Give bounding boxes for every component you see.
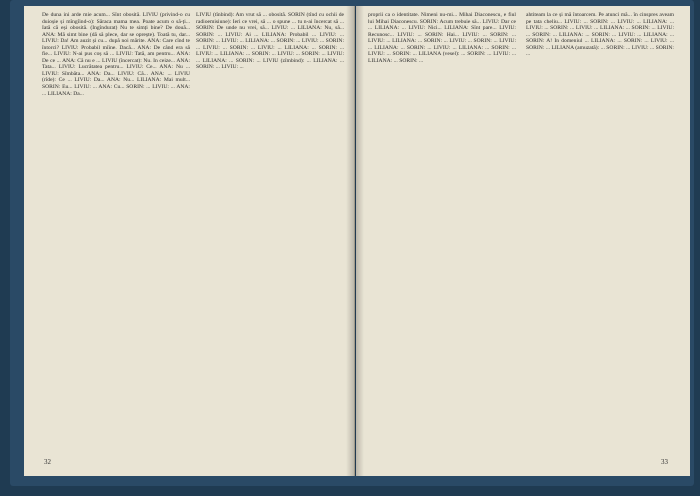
right-col2-text: ahtiteam la ce și mă întoarcem. Pe atunci mă... în cinspres aveam pe tata cheliu... LIVIU: ... SORIN: ... LIVIU: ... LILIANA: ... LIVIU: ... SORIN: ... LIVIU: ... LILIANA: ... SORIN: ... LIVIU: ... SORIN: ... LILIANA: ... SORIN: ... LIVIU: ... LILIANA: ... SORIN: A! In domeniul ... LILIANA: ... SORIN: ... LIVIU: ... SORIN: ... LILIANA (amuzată): ... SORIN: ... LIVIU: ... SORIN: ... [526, 12, 674, 58]
book-cover [10, 0, 694, 486]
right-page-column-2 [526, 12, 674, 58]
right-col1-text: proprii ca o identitate. Nimeni nu-mi... Mihai Diaconescu, e fiul lui Mihai Diaconescu. SORIN: Acum trebuie să... LIVIU: Dar ce ... LILIANA: ... LIVIU: Nici... LILIANA: Sînt pare... LIVIU: Recunosc... LIVIU: ... SORIN: Hai... LIVIU: ... SORIN: ... LIVIU: ... LILIANA: ... SORIN: ... LIVIU: ... SORIN: ... LIVIU: ... LILIANA: ... SORIN: ... LIVIU: ... LILIANA: ... SORIN: ... LIVIU: ... SORIN: ... LILIANA (vesel): ... SORIN: ... LIVIU: ... LILIANA: ... SORIN: ... [368, 12, 516, 64]
left-col1-text: De duna ini arde mie acum... Sînt obosită. LIVIU (privind-o cu duioșie și mîngîind-o): Săraca mama mea. Poate acum o să-ți... Iată că eși obosită. (Ingîndurat) Nu te simți bine? De două... ANA: Mă simt bine (dă să plece, dar se oprește). Toată tu, dar... LIVIU: Da! Am auzit și cu... după noi mărite. ANA: Care cînd te întorci? LIVIU: Probabil mîine. Dacă... ANA: De când era să fie... LIVIU: N-ai pus coș să ... LIVIU: Tată, am pentru... ANA: De ce ... ANA: Că nu e ... LIVIU (încercat): Nu. In ceize... ANA: Tata... LIVIU: Lucrătatea pentru... LIVIU: Ce... ANA: Nu ... LIVIU: Sîmbăta... ANA: Da... LIVIU: Că... ANA: ... LIVIU (rîde): Ce ... LIVIU: Da... ANA: Nu... LILIANA: Mai mult... SORIN: Eu... LIVIU: ... ANA: Cu... SORIN: ... LIVIU: ... ANA: ... LILIANA: Da... [42, 12, 190, 97]
left-page-column-1 [42, 12, 190, 97]
left-col2-text: LIVIU (tînbind): Am vrut să ... obosită. SORIN (tînd cu ochii de radioemisiune): Ieri ce vrei, să ... o spune ... tu n-ai încercat să ... SORIN: De unde nu vrei, să... LIVIU: ... LILIANA: Nu, să... SORIN: ... LIVIU: Ai ... LILIANA: Probabil ... LIVIU: ... SORIN: ... LIVIU: ... LILIANA: ... SORIN: ... LIVIU: ... SORIN: ... LIVIU: ... SORIN: ... LIVIU: ... LILIANA: ... SORIN: ... LIVIU: ... LILIANA: ... SORIN: ... LIVIU: ... SORIN: ... LIVIU: ... LILIANA: ... SORIN: ... LIVIU (zîmbind): ... LILIANA: ... SORIN: ... LIVIU: ... [196, 12, 344, 71]
left-page-number: 32 [44, 458, 51, 466]
left-page [24, 6, 355, 476]
right-page-number: 33 [661, 458, 668, 466]
left-page-column-2 [196, 12, 344, 71]
right-page [356, 6, 690, 476]
right-page-column-1 [368, 12, 516, 64]
